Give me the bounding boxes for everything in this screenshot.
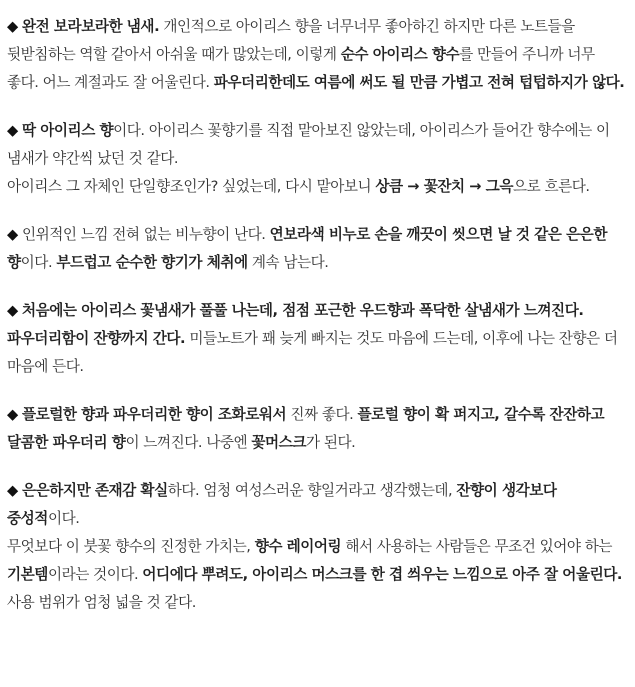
- diamond-bullet-icon: ◆: [7, 482, 18, 499]
- emphasized-text: 처음에는 아이리스 꽃냄새가 풀풀 나는데, 점점 포근한 우드향과 폭닥한 살냄새가 느껴진다. 파우더리함이 잔향까지 간다.: [7, 302, 584, 347]
- emphasized-text: 향수 레이어링: [254, 538, 342, 555]
- body-text: 이다.: [47, 510, 80, 527]
- emphasized-text: 부드럽고 순수한 향기가 체취에: [56, 254, 248, 271]
- body-text: 무엇보다 이 붓꽃 향수의 진정한 가치는,: [7, 538, 255, 555]
- diamond-bullet-icon: ◆: [7, 406, 18, 423]
- review-paragraph-p6: [7, 401, 630, 457]
- diamond-bullet-icon: ◆: [7, 122, 18, 139]
- body-text: 이라는 것이다.: [47, 566, 143, 583]
- body-text: 개인적으로 아이리스 향을 너무너무 좋아하긴 하지만 다른 노트들을 뒷받침하는 역할 같아서 아쉬울 때가 많았는데, 이렇게: [7, 18, 575, 63]
- emphasized-text: 잔향이 생각보다 중성적: [7, 482, 557, 527]
- review-paragraph-p3: [7, 173, 630, 201]
- body-text: 이 느껴진다. 나중엔: [125, 434, 252, 451]
- body-text: 아이리스 그 자체인 단일향조인가? 싶었는데, 다시 맡아보니: [7, 178, 376, 195]
- diamond-bullet-icon: ◆: [7, 302, 18, 319]
- emphasized-text: 상큼 → 꽃잔치 → 그윽: [375, 178, 513, 195]
- emphasized-text: 은은하지만 존재감 확실: [21, 482, 168, 499]
- emphasized-text: 플로럴한 향과 파우더리한 향이 조화로워서: [21, 406, 287, 423]
- body-text: 해서 사용하는 사람들은 무조건 있어야 하는: [341, 538, 613, 555]
- body-text: 계속 남는다.: [247, 254, 329, 271]
- body-text: 인위적인 느낌 전혀 없는 비누향이 난다.: [21, 226, 270, 243]
- review-paragraph-p1: [7, 13, 630, 97]
- body-text: 이다.: [20, 254, 57, 271]
- review-paragraph-p4: [7, 221, 630, 277]
- review-paragraph-p8: [7, 533, 630, 617]
- emphasized-text: 플로럴 향이 확 퍼지고, 갈수록 잔잔하고 달콤한 파우더리 향: [7, 406, 605, 451]
- diamond-bullet-icon: ◆: [7, 226, 18, 243]
- emphasized-text: 어디에다 뿌려도, 아이리스 머스크를 한 겹 씌우는 느낌으로 아주 잘 어울린다.: [142, 566, 622, 583]
- body-text: 진짜 좋다.: [286, 406, 358, 423]
- body-text: 미들노트가 꽤 늦게 빠지는 것도 마음에 드는데, 이후에 나는 잔향은 더 마음에 든다.: [7, 330, 618, 375]
- emphasized-text: 꽃머스크: [251, 434, 306, 451]
- body-text: 이다. 아이리스 꽃향기를 직접 맡아보진 않았는데, 아이리스가 들어간 향수에는 이 냄새가 약간씩 났던 것 같다.: [7, 122, 610, 167]
- emphasized-text: 완전 보라보라한 냄새.: [21, 18, 160, 35]
- body-text: 으로 흐른다.: [512, 178, 590, 195]
- review-paragraph-p2: [7, 117, 630, 173]
- diamond-bullet-icon: ◆: [7, 18, 18, 35]
- emphasized-text: 딱 아이리스 향: [21, 122, 114, 139]
- body-text: 가 된다.: [305, 434, 356, 451]
- review-paragraph-p7: [7, 477, 630, 533]
- emphasized-text: 순수 아이리스 향수: [340, 46, 460, 63]
- body-text: 를 만들어 주니까 너무 좋다. 어느 계절과도 잘 어울린다.: [7, 46, 595, 91]
- body-text: 하다. 엄청 여성스러운 향일거라고 생각했는데,: [167, 482, 457, 499]
- emphasized-text: 연보라색 비누로 손을 깨끗이 씻으면 날 것 같은 은은한 향: [7, 226, 607, 271]
- body-text: 사용 범위가 엄청 넓을 것 같다.: [7, 594, 196, 611]
- emphasized-text: 파우더리한데도 여름에 써도 될 만큼 가볍고 전혀 텁텁하지가 않다.: [213, 74, 625, 91]
- review-paragraph-p5: [7, 297, 630, 381]
- emphasized-text: 기본템: [7, 566, 48, 583]
